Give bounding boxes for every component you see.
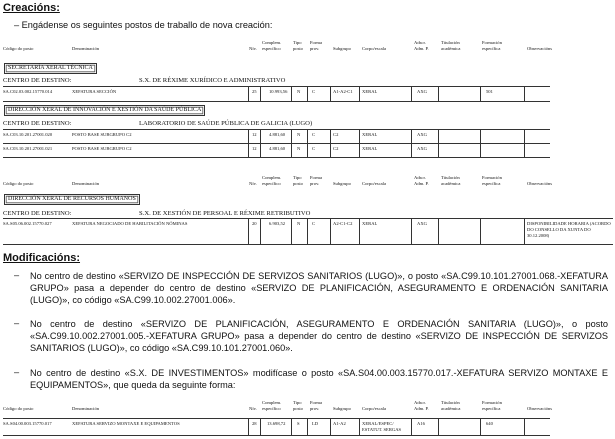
row-denominacion: POSTO BASE SUBGRUPO C2 — [72, 132, 132, 137]
row-denominacion: POSTO BASE SUBGRUPO C2 — [72, 146, 132, 151]
row-niv: 20 — [252, 221, 257, 226]
row-codigo: SA.C03.10.201.27001.021 — [3, 146, 53, 151]
col-denominacion: Denominación — [72, 181, 100, 186]
col-corpo: Corpo/escala — [362, 46, 386, 51]
col-titulacion-2: académica — [441, 46, 461, 51]
row-adscr: A16 — [417, 421, 425, 426]
row-observacions: DISPONIBILIDADE HORARIA (ACORDO DO CONSELLO DA XUNTA DO 30.12.2008) — [527, 221, 611, 238]
col-adscr-2: Adm. P. — [414, 181, 429, 186]
col-complem-1: Complem. — [262, 175, 282, 180]
row-denominacion: XEFATURA NEGOCIADO DE HABILITACIÓN NÓMINAS — [72, 221, 188, 226]
col-formacion-2: específica — [482, 181, 501, 186]
row-formacion: 640 — [486, 421, 493, 426]
list-item: No centro de destino «SERVIZO DE PLANIFICACIÓN, ASEGURAMENTO E ORDENACIÓN SANITARIA (LUGO)», o posto «SA.C99.10.002.27001.005.-XEFATURA GRUPO» pasa a depender do centro de destino «SERVIZO DE INSPECCIÓN DE SERVIZOS SANITARIOS (LUGO)», co código «SA.C99.10.101.27001.060». — [30, 319, 608, 353]
row-forma: LD — [312, 421, 319, 426]
col-forma-2: prov. — [310, 181, 320, 186]
unit-box: SECRETARÍA XERAL TÉCNICA — [4, 63, 97, 74]
col-tipo-1: Tipo — [293, 400, 302, 405]
row-denominacion: XEFATURA SERVIZO MONTAXE E EQUIPAMENTOS — [72, 421, 180, 426]
centro-label: CENTRO DE DESTINO: — [3, 120, 72, 127]
col-complem-2: específico — [262, 46, 281, 51]
row-subgrupo: A1-A2-C1 — [333, 89, 353, 94]
col-complem-1: Complem. — [262, 40, 282, 45]
col-adscr-2: Adm. P. — [414, 406, 429, 411]
creacions-heading: Creacións: — [3, 2, 60, 14]
col-titulacion-1: Titulación — [441, 175, 460, 180]
centro-value: S.X. DE XESTIÓN DE PERSOAL E RÉXIME RETRIBUTIVO — [139, 210, 311, 217]
col-observacions: Observacións — [527, 181, 553, 186]
col-titulacion-2: académica — [441, 181, 461, 186]
col-codigo: Código do posto — [3, 46, 34, 51]
list-bullet: – — [14, 367, 20, 377]
col-titulacion-2: académica — [441, 406, 461, 411]
row-complem: 10.993,56 — [269, 89, 288, 94]
col-observacions: Observacións — [527, 406, 553, 411]
column-header — [0, 40, 615, 54]
row-subgrupo: C2 — [333, 146, 339, 151]
row-adscr: AXG — [417, 146, 427, 151]
row-adscr: AXG — [417, 132, 427, 137]
unit-box: DIRECCIÓN XERAL DE INNOVACIÓN E XESTIÓN DA SAÚDE PÚBLICA — [4, 105, 205, 116]
col-titulacion-1: Titulación — [441, 40, 460, 45]
row-niv: 12 — [252, 132, 257, 137]
row-complem: 6.903,52 — [269, 221, 286, 226]
col-corpo: Corpo/escala — [362, 181, 386, 186]
row-tipo: N — [297, 89, 301, 94]
col-formacion-1: Formación — [482, 40, 502, 45]
list-item: No centro de destino «SERVIZO DE INSPECCIÓN DE SERVIZOS SANITARIOS (LUGO)», o posto «SA.C99.10.101.27001.068.-XEFATURA GRUPO» pasa a depender do centro de destino «SERVIZO DE PLANIFICACIÓN, ASEGURAMENTO E ORDENACIÓN SANITARIA (LUGO)», co código «SA.C99.10.002.27001.006». — [30, 271, 608, 305]
col-subgrupo: Subgrupo — [333, 181, 351, 186]
list-bullet: – — [14, 270, 20, 280]
row-forma: C — [312, 132, 316, 137]
col-complem-2: específico — [262, 181, 281, 186]
col-denominacion: Denominación — [72, 406, 100, 411]
col-niv: Nív. — [249, 406, 257, 411]
row-tipo: S — [297, 421, 300, 426]
row-complem: 4.881,60 — [269, 146, 286, 151]
centro-value: LABORATORIO DE SAÚDE PÚBLICA DE GALICIA (LUGO) — [139, 120, 313, 127]
row-codigo: SA.C02.03.002.15770.014 — [3, 89, 53, 94]
col-adscr-2: Adm. P. — [414, 46, 429, 51]
centro-value: S.X. DE RÉXIME XURÍDICO E ADMINISTRATIVO — [139, 77, 286, 84]
list-bullet: – — [14, 318, 20, 328]
col-complem-1: Complem. — [262, 400, 282, 405]
col-forma-1: Forma — [310, 400, 322, 405]
row-corpo: XERAL — [362, 221, 378, 226]
col-forma-1: Forma — [310, 175, 322, 180]
list-item: No centro de destino «S.X. DE INVESTIMENTOS» modifícase o posto «SA.S04.00.003.15770.017.-XEFATURA SERVIZO MONTAXE E EQUIPAMENTOS», que queda da seguinte forma: — [30, 368, 608, 390]
row-corpo: XERAL — [362, 146, 378, 151]
row-adscr: AXG — [417, 221, 427, 226]
col-codigo: Código do posto — [3, 406, 34, 411]
unit-box: DIRECCIÓN XERAL DE RECURSOS HUMANOS — [4, 194, 140, 205]
row-forma: C — [312, 89, 316, 94]
col-complem-2: específico — [262, 406, 281, 411]
col-corpo: Corpo/escala — [362, 406, 386, 411]
col-observacions: Observacións — [527, 46, 553, 51]
col-adscr-1: Adscr. — [414, 175, 426, 180]
col-adscr-1: Adscr. — [414, 400, 426, 405]
row-complem: 13.698,72 — [267, 421, 286, 426]
row-tipo: N — [297, 132, 301, 137]
row-niv: 12 — [252, 146, 257, 151]
row-codigo: SA.S05.06.002.15770.027 — [3, 221, 52, 226]
col-adscr-1: Adscr. — [414, 40, 426, 45]
row-forma: C — [312, 146, 316, 151]
col-tipo-2: posto — [293, 406, 303, 411]
col-forma-2: prov. — [310, 46, 320, 51]
col-formacion-1: Formación — [482, 175, 502, 180]
col-tipo-1: Tipo — [293, 40, 302, 45]
column-header — [0, 400, 615, 414]
creacions-intro: – Engádense os seguintes postos de traballo de nova creación: — [14, 20, 273, 30]
column-header — [0, 175, 615, 189]
row-formacion: 501 — [486, 89, 493, 94]
col-forma-1: Forma — [310, 40, 322, 45]
row-tipo: N — [297, 221, 301, 226]
row-corpo: XERAL — [362, 89, 378, 94]
row-subgrupo: A1-A2 — [333, 421, 346, 426]
row-niv: 28 — [252, 421, 257, 426]
modificacions-heading: Modificacións: — [3, 252, 81, 264]
col-titulacion-1: Titulación — [441, 400, 460, 405]
col-subgrupo: Subgrupo — [333, 406, 351, 411]
row-denominacion: XEFATURA SECCIÓN — [72, 89, 117, 94]
row-subgrupo: C2 — [333, 132, 339, 137]
row-subgrupo: A2-C1-C2 — [333, 221, 353, 226]
col-niv: Nív. — [249, 181, 257, 186]
col-formacion-2: específica — [482, 46, 501, 51]
col-tipo-2: posto — [293, 46, 303, 51]
centro-label: CENTRO DE DESTINO: — [3, 77, 72, 84]
row-adscr: AXG — [417, 89, 427, 94]
col-forma-2: prov. — [310, 406, 320, 411]
col-formacion-2: específica — [482, 406, 501, 411]
col-subgrupo: Subgrupo — [333, 46, 351, 51]
col-denominacion: Denominación — [72, 46, 100, 51]
col-niv: Nív. — [249, 46, 257, 51]
row-codigo: SA.S04.00.003.15770.017 — [3, 421, 52, 426]
row-corpo: XERAL — [362, 132, 378, 137]
col-formacion-1: Formación — [482, 400, 502, 405]
row-niv: 25 — [252, 89, 257, 94]
col-tipo-1: Tipo — [293, 175, 302, 180]
row-complem: 4.881,60 — [269, 132, 286, 137]
row-forma: C — [312, 221, 316, 226]
row-tipo: N — [297, 146, 301, 151]
col-codigo: Código do posto — [3, 181, 34, 186]
col-tipo-2: posto — [293, 181, 303, 186]
row-corpo: XERAL/ESPEC/ ESTATUT. SERGAS — [362, 421, 402, 432]
centro-label: CENTRO DE DESTINO: — [3, 210, 72, 217]
row-codigo: SA.C03.10.201.27001.020 — [3, 132, 53, 137]
